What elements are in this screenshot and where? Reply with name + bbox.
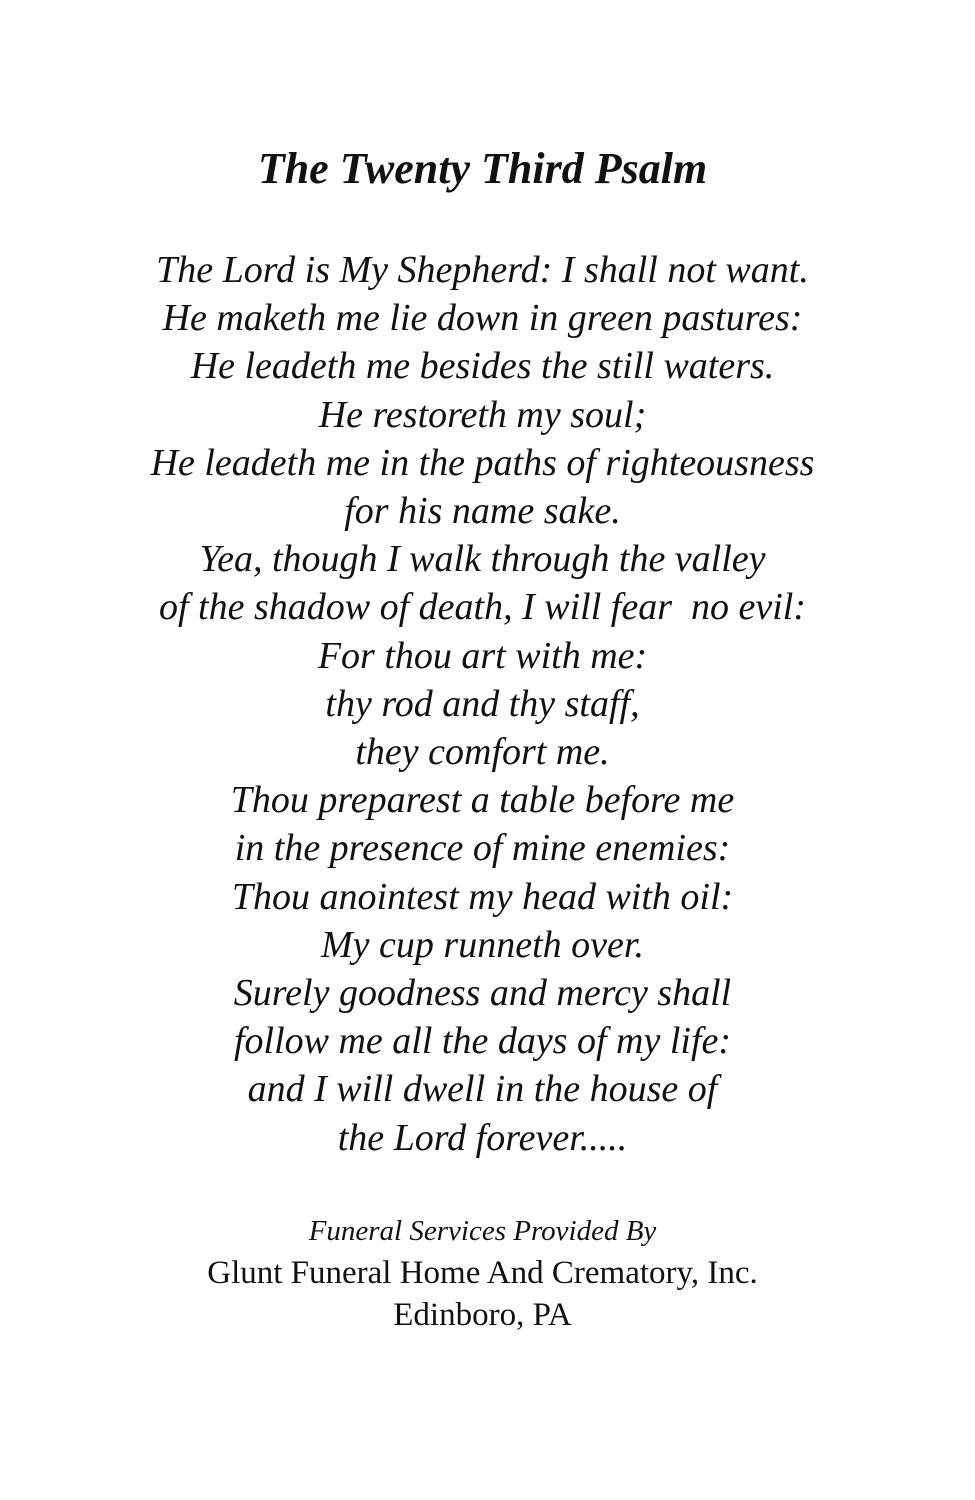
- psalm-line: The Lord is My Shepherd: I shall not want.: [156, 249, 809, 291]
- page-title: The Twenty Third Psalm: [257, 144, 708, 193]
- psalm-line: in the presence of mine enemies:: [234, 827, 731, 870]
- psalm-line: Yea, though I walk through the valley: [199, 538, 766, 581]
- psalm-line: and I will dwell in the house of: [247, 1068, 718, 1111]
- funeral-home-name: Glunt Funeral Home And Crematory, Inc.: [207, 1255, 758, 1291]
- psalm-line: He leadeth me in the paths of righteousness: [150, 441, 815, 484]
- psalm-line: He restoreth my soul;: [318, 393, 647, 436]
- psalm-line: they comfort me.: [355, 731, 610, 774]
- psalm-line: Thou preparest a table before me: [230, 779, 735, 822]
- psalm-line: Surely goodness and mercy shall: [233, 972, 732, 1015]
- psalm-line: of the shadow of death, I will fear no evil:: [159, 586, 806, 629]
- psalm-line: He leadeth me besides the still waters.: [190, 345, 775, 388]
- provided-by-label: Funeral Services Provided By: [308, 1215, 657, 1247]
- funeral-credits: [0, 1210, 965, 1336]
- psalm-line: My cup runneth over.: [321, 923, 644, 966]
- psalm-line: He maketh me lie down in green pastures:: [162, 297, 803, 340]
- funeral-home-location: Edinboro, PA: [393, 1297, 572, 1333]
- psalm-line: thy rod and thy staff,: [325, 682, 640, 725]
- psalm-text: [0, 246, 965, 1162]
- psalm-line: for his name sake.: [344, 490, 621, 533]
- psalm-line: For thou art with me:: [317, 634, 648, 677]
- psalm-line: the Lord forever.....: [337, 1116, 628, 1159]
- psalm-line: Thou anointest my head with oil:: [231, 875, 734, 918]
- psalm-line: follow me all the days of my life:: [233, 1020, 732, 1063]
